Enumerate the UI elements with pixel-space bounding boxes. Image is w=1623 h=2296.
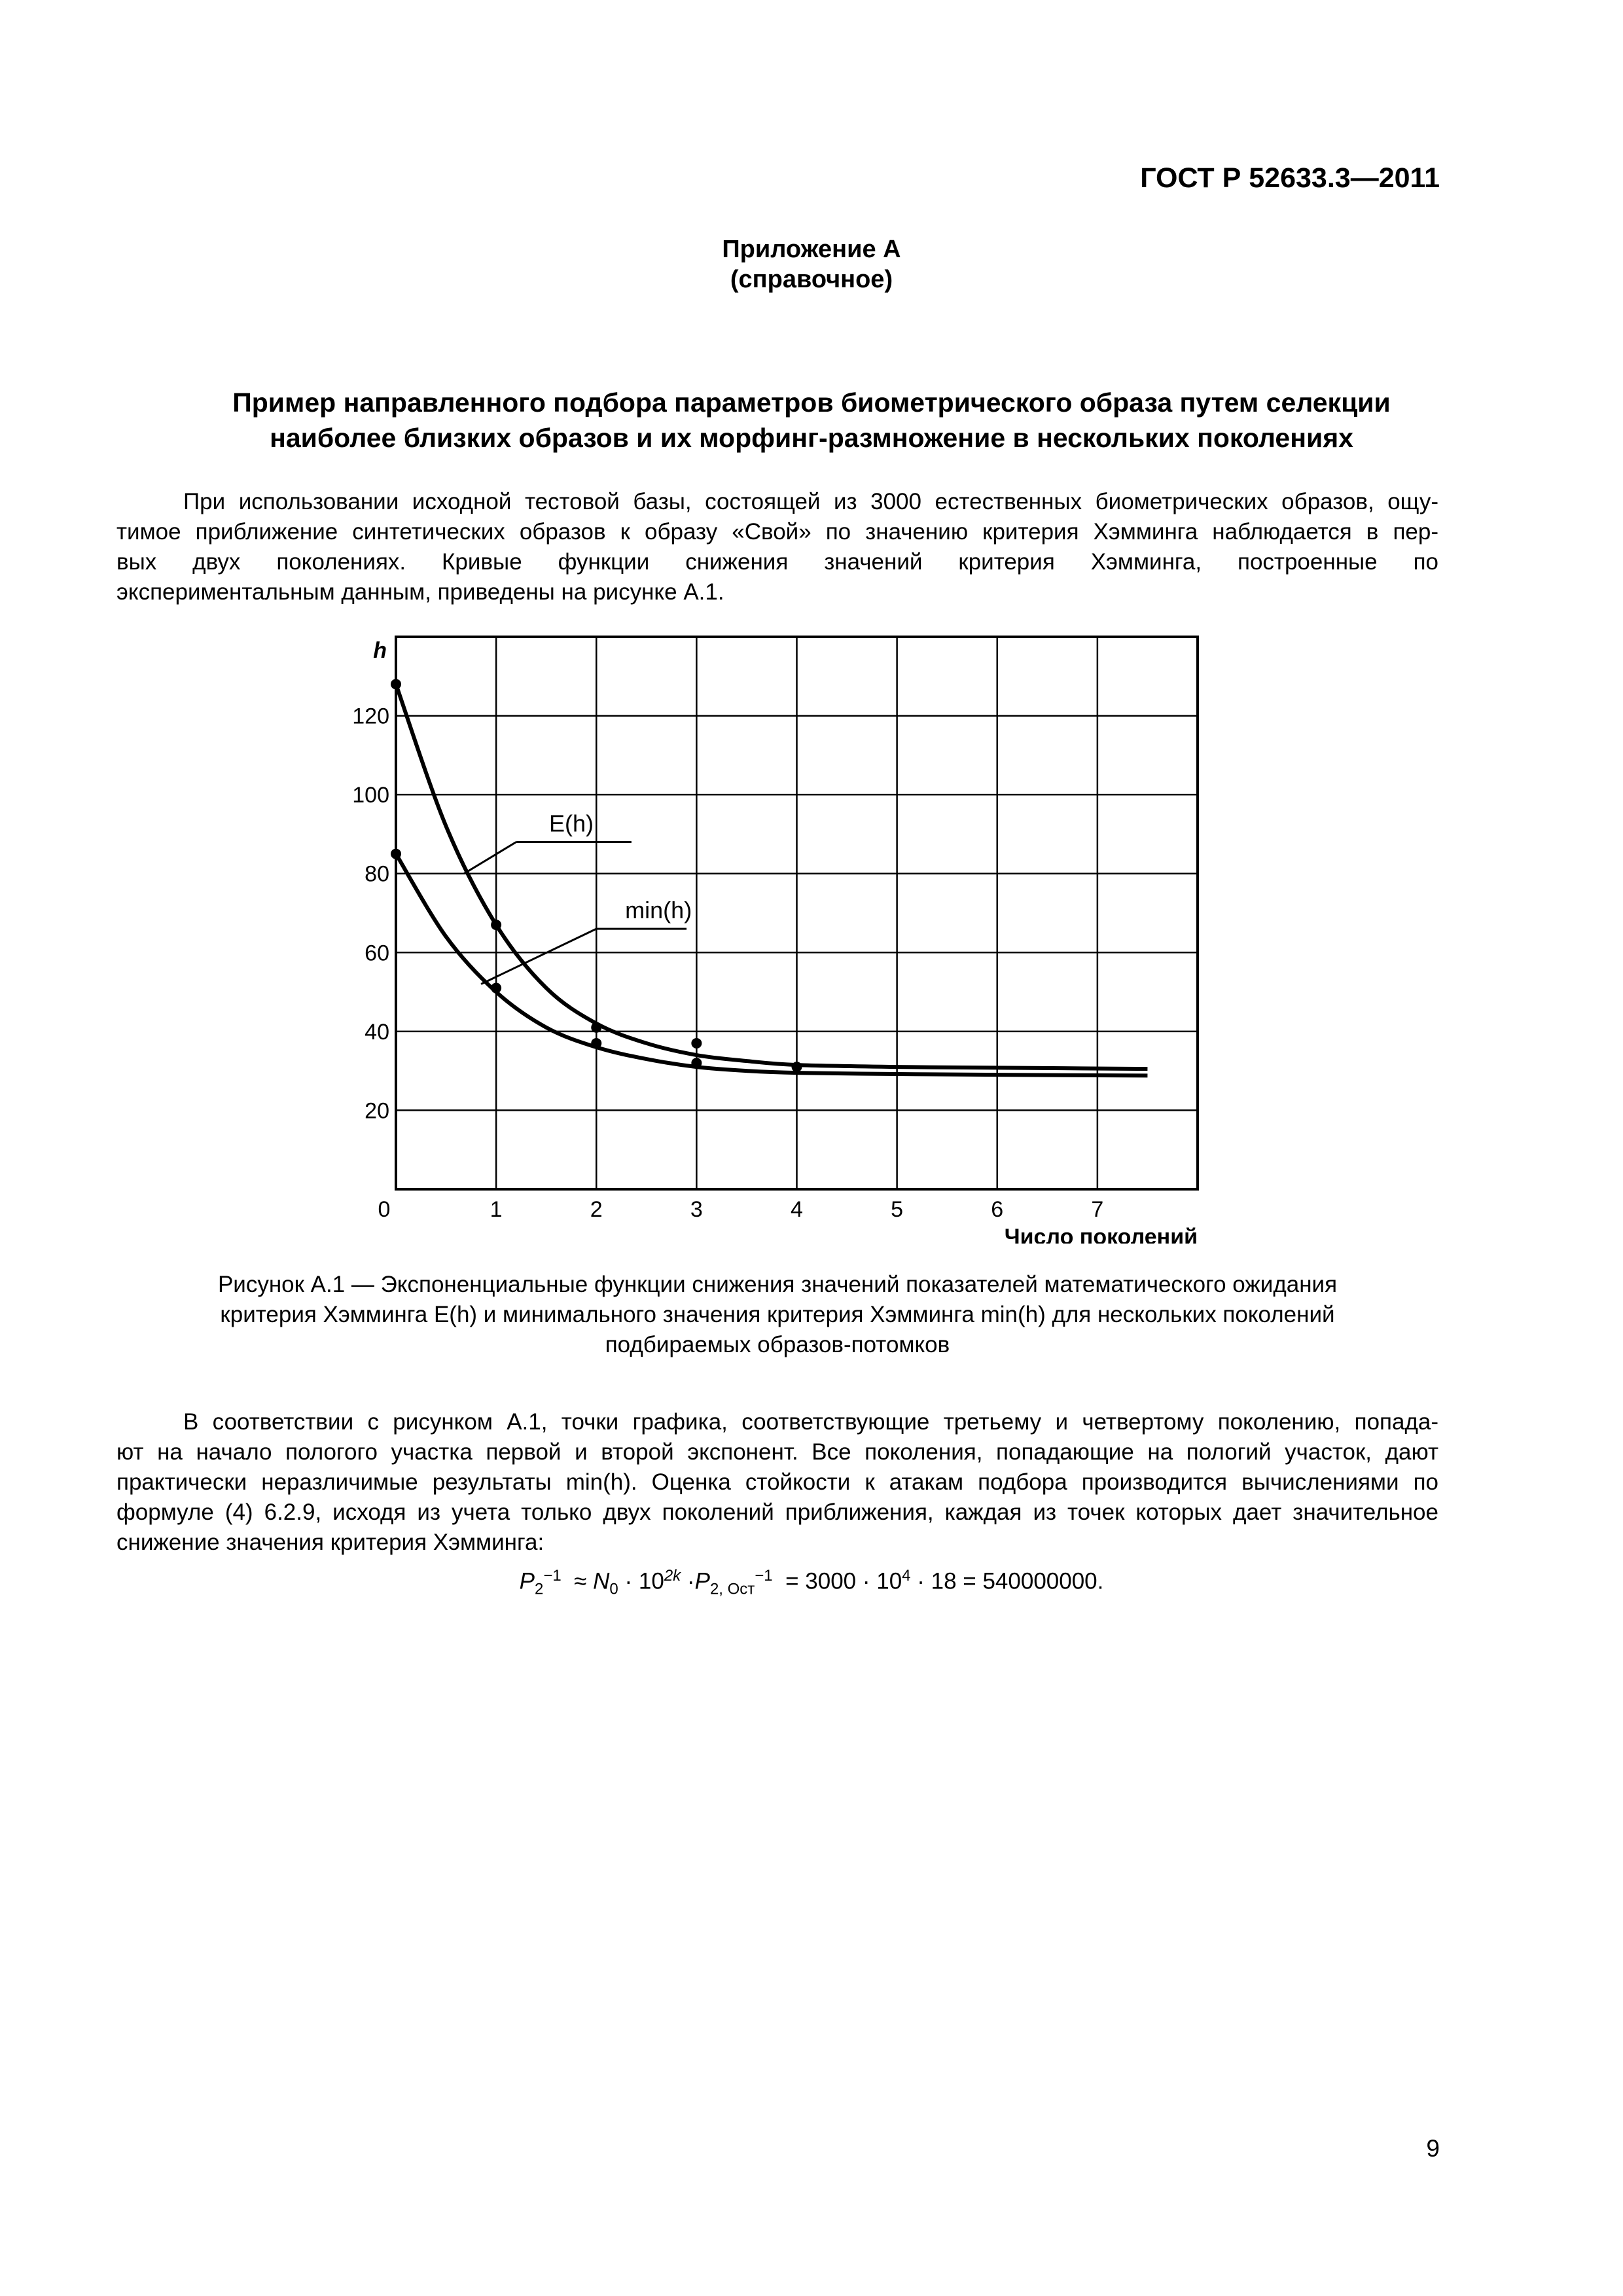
leader-line-min-h <box>481 929 596 984</box>
caption-line: подбираемых образов-потомков <box>605 1332 950 1357</box>
x-tick-label: 4 <box>791 1197 803 1222</box>
y-tick-label: 120 <box>352 704 389 729</box>
formula <box>0 1567 1623 1599</box>
formula-sub: 2 <box>534 1580 544 1598</box>
hamming-decay-chart <box>327 625 1243 1244</box>
x-tick-label: 3 <box>690 1197 703 1222</box>
paragraph-line: формуле (4) 6.2.9, исходя из учета только двух поколений приближения, каждая из точек которых дает значительное <box>116 1499 1438 1525</box>
chart-tick-labels <box>352 638 1198 1244</box>
y-tick-label: 100 <box>352 783 389 808</box>
figure-caption <box>116 1270 1438 1360</box>
paragraph-line: При использовании исходной тестовой базы, состоящей из 3000 естественных биометрических образов, ощу- <box>183 489 1438 514</box>
paragraph-line: В соответствии с рисунком А.1, точки графика, соответствующие третьему и четвертому поколению, попада- <box>183 1409 1438 1435</box>
y-axis-label: h <box>373 638 387 663</box>
conclusion-paragraph <box>116 1407 1438 1558</box>
chart-grid <box>396 637 1198 1189</box>
x-axis-label: Число поколений <box>1004 1225 1198 1244</box>
formula-term: · 18 = 540000000. <box>910 1568 1104 1594</box>
appendix-label: Приложение А <box>722 236 901 263</box>
formula-sub: 0 <box>609 1580 618 1598</box>
paragraph-line: тимое приближение синтетических образов к образу «Свой» по значению критерия Хэмминга наблюдается в пер- <box>116 519 1438 545</box>
formula-term: 10 <box>638 1568 664 1594</box>
formula-sup <box>664 1567 681 1585</box>
data-point-e-h <box>591 1022 601 1033</box>
x-tick-label: 1 <box>490 1197 503 1222</box>
data-point-min-h <box>691 1058 702 1068</box>
data-point-e-h <box>491 920 501 930</box>
x-tick-label: 0 <box>378 1197 391 1222</box>
section-heading-line: Пример направленного подбора параметров биометрического образа путем селекции <box>232 387 1391 418</box>
data-point-min-h <box>591 1038 601 1049</box>
chart-annotations <box>464 810 692 984</box>
formula-term: = 3000 · 10 <box>785 1568 902 1594</box>
y-tick-label: 60 <box>365 941 389 966</box>
y-tick-label: 20 <box>365 1098 389 1124</box>
y-tick-label: 40 <box>365 1019 389 1045</box>
document-number: ГОСТ Р 52633.3—2011 <box>1140 162 1440 194</box>
section-heading-line: наиболее близких образов и их морфинг-размножение в нескольких поколениях <box>270 423 1353 453</box>
data-point-min-h <box>491 983 501 994</box>
section-heading <box>98 385 1525 456</box>
data-point-min-h <box>391 849 401 859</box>
paragraph-line: снижение значения критерия Хэмминга: <box>116 1530 544 1555</box>
series-label-e-h: E(h) <box>548 810 594 837</box>
leader-line-e-h <box>464 842 516 873</box>
formula-exponent: 2k <box>664 1567 681 1585</box>
formula-op: ≈ <box>574 1568 587 1594</box>
series-line-e-h <box>396 684 1147 1069</box>
formula-sup: 4 <box>902 1567 911 1585</box>
caption-line: Рисунок А.1 — Экспоненциальные функции снижения значений показателей математического ожидания <box>217 1272 1338 1297</box>
formula-symbol: N <box>593 1568 610 1594</box>
caption-line: критерия Хэмминга E(h) и минимального значения критерия Хэмминга min(h) для нескольких поколений <box>220 1302 1335 1327</box>
formula-sup: −1 <box>755 1567 773 1585</box>
paragraph-line: вых двух поколениях. Кривые функции снижения значений критерия Хэмминга, построенные по <box>116 549 1438 575</box>
x-tick-label: 5 <box>891 1197 904 1222</box>
formula-op: · <box>624 1568 633 1594</box>
appendix-status: (справочное) <box>730 266 893 293</box>
data-point-e-h <box>391 679 401 689</box>
y-tick-label: 80 <box>365 861 389 887</box>
x-tick-label: 6 <box>991 1197 1004 1222</box>
intro-paragraph <box>116 487 1438 607</box>
formula-op: · <box>687 1568 695 1594</box>
appendix-title <box>0 234 1623 295</box>
formula-sup: −1 <box>543 1567 562 1585</box>
series-line-min-h <box>396 854 1147 1076</box>
formula-symbol: P <box>519 1568 535 1594</box>
page-number: 9 <box>1426 2135 1440 2162</box>
data-point-e-h <box>691 1038 702 1049</box>
chart-curves <box>396 684 1147 1075</box>
series-label-min-h: min(h) <box>625 897 692 924</box>
data-point-e-h <box>792 1062 802 1072</box>
paragraph-line: практически неразличимые результаты min(h). Оценка стойкости к атакам подбора производится вычислениями по <box>116 1469 1438 1495</box>
x-tick-label: 2 <box>590 1197 603 1222</box>
paragraph-line: ют на начало пологого участка первой и второй экспонент. Все поколения, попадающие на пологий участок, дают <box>116 1439 1438 1465</box>
formula-symbol: P <box>694 1568 710 1594</box>
formula-sub: 2, Ост <box>709 1580 755 1598</box>
x-tick-label: 7 <box>1091 1197 1104 1222</box>
paragraph-line: экспериментальным данным, приведены на рисунке А.1. <box>116 579 724 605</box>
